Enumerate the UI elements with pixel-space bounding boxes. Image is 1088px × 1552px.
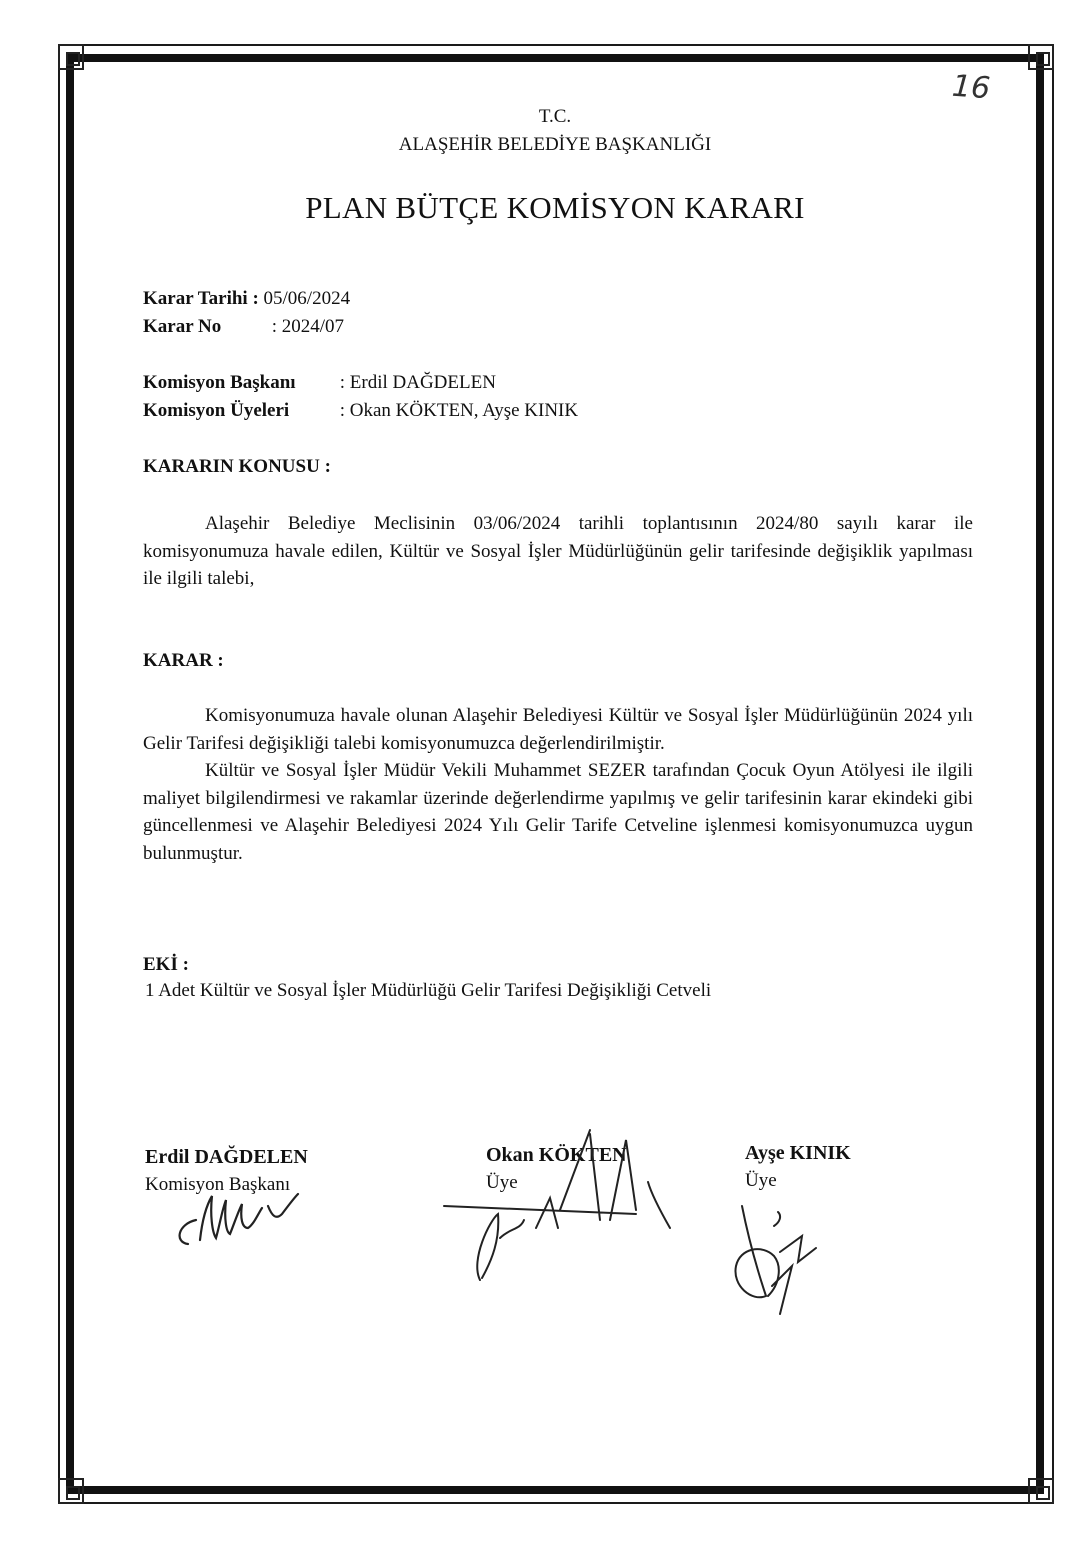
corner-ornament-top-left [58,44,84,70]
signatory-3-role: Üye [745,1170,777,1191]
signatory-3-name: Ayşe KINIK [745,1142,851,1164]
signatory-2-role: Üye [486,1172,518,1193]
corner-ornament-bottom-right [1028,1478,1054,1504]
decision-heading: KARAR : [143,650,224,671]
attachment-heading: EKİ : [143,954,189,975]
document-title: PLAN BÜTÇE KOMİSYON KARARI [305,190,805,225]
decision-no-label: Karar No [143,316,222,337]
commission-chair-row [143,372,496,394]
commission-chair-value: : Erdil DAĞDELEN [339,372,496,393]
decision-paragraph-1: Komisyonumuza havale olunan Alaşehir Belediyesi Kültür ve Sosyal İşler Müdürlüğünün 2024 yılı Gelir Tarifesi değişikliği talebi komisyonumuzca değerlendirilmiştir. [143,705,973,754]
decision-no-value: : 2024/07 [271,316,345,337]
signatory-2-name: Okan KÖKTEN [486,1144,627,1166]
signature-2-mark [440,1110,680,1290]
handwritten-page-number: 16 [950,68,992,107]
signature-1-mark [172,1184,312,1256]
commission-members-label: Komisyon Üyeleri [143,400,290,421]
signature-3-mark [722,1196,832,1326]
subject-paragraph: Alaşehir Belediye Meclisinin 03/06/2024 tarihli toplantısının 2024/80 sayılı karar ile komisyonumuza havale edilen, Kültür ve Sosyal İşler Müdürlüğünün gelir tarifesinde değişiklik yapılması ile ilgili talebi, [143,513,973,589]
commission-members-row [143,400,578,422]
attachment-text: 1 Adet Kültür ve Sosyal İşler Müdürlüğü Gelir Tarifesi Değişikliği Cetveli [145,980,712,1001]
commission-members-value: : Okan KÖKTEN, Ayşe KINIK [339,400,579,421]
decision-date-value: 05/06/2024 [263,288,351,309]
decision-no-row [143,316,344,338]
header-institution: ALAŞEHİR BELEDİYE BAŞKANLIĞI [398,134,712,155]
decision-date-row [143,288,350,310]
decision-paragraph-2: Kültür ve Sosyal İşler Müdür Vekili Muhammet SEZER tarafından Çocuk Oyun Atölyesi ile ilgili maliyet bilgilendirmesi ve rakamlar üzerinde değerlendirme yapılmış ve gelir tarifesinin karar ekindeki gibi güncellenmesi ve Alaşehir Belediyesi 2024 Yılı Gelir Tarife Cetveline işlenmesi komisyonumuzca uygun bulunmuştur. [143,760,973,864]
decision-date-label: Karar Tarihi : [143,288,259,309]
commission-chair-label: Komisyon Başkanı [143,372,296,393]
signatory-1-role: Komisyon Başkanı [145,1174,291,1195]
corner-ornament-bottom-left [58,1478,84,1504]
signatory-1-name: Erdil DAĞDELEN [145,1146,308,1168]
subject-heading: KARARIN KONUSU : [143,456,331,477]
header-tc: T.C. [538,106,572,127]
corner-ornament-top-right [1028,44,1054,70]
